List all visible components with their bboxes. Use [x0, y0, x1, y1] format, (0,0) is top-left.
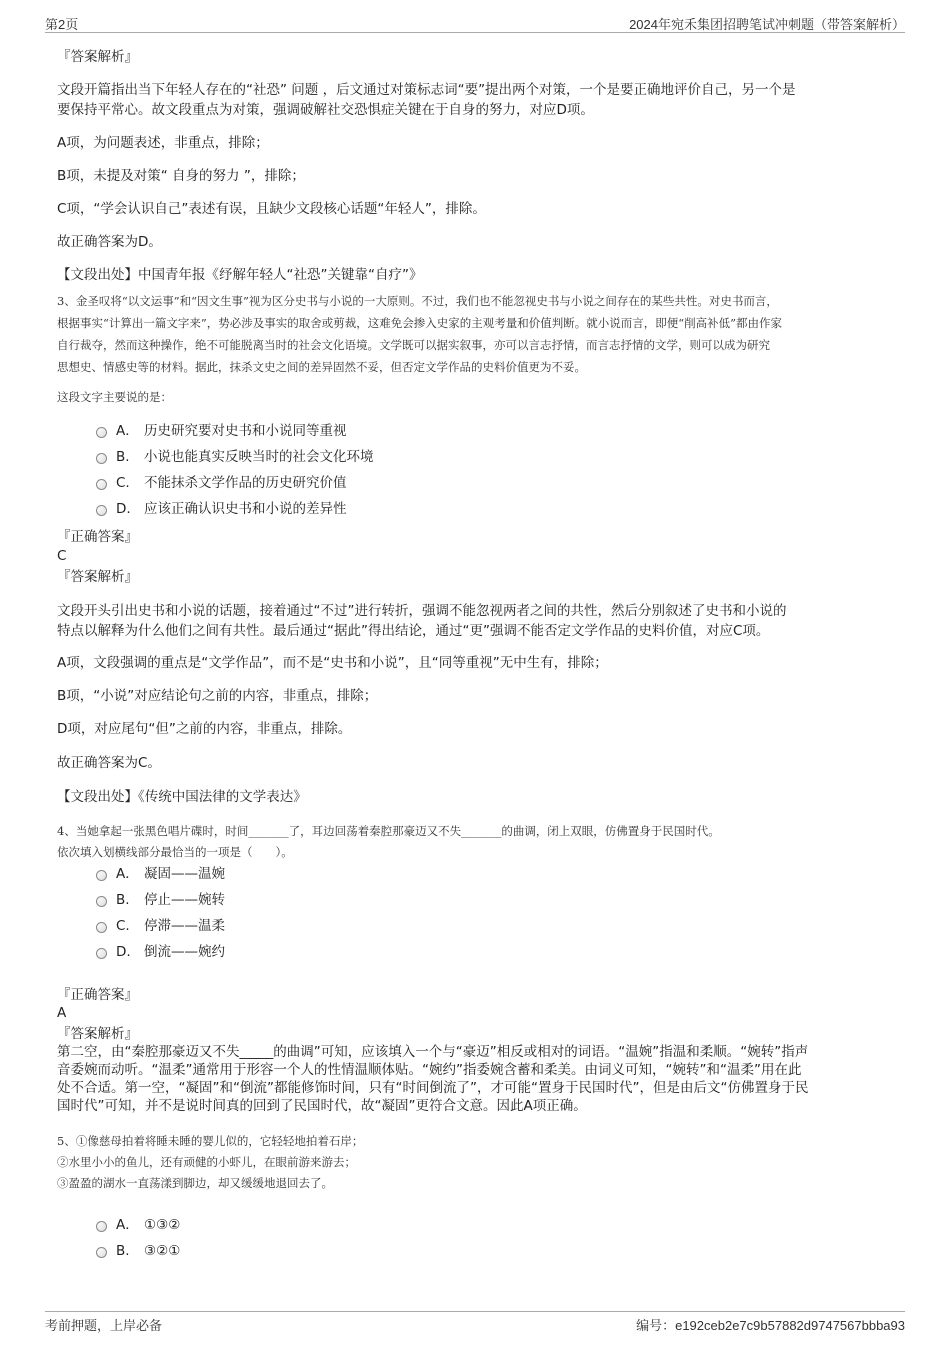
- radio-icon[interactable]: [96, 1247, 107, 1258]
- radio-icon[interactable]: [96, 948, 107, 959]
- q2-analysis-line-2: 要保持平常心。故文段重点为对策，强调破解社交恐惧症关键在于自身的努力，对应D项。: [57, 102, 594, 118]
- q5-stem-line-2: ②水里小小的鱼儿，还有顽健的小虾儿，在眼前游来游去；: [57, 1155, 356, 1169]
- radio-icon[interactable]: [96, 896, 107, 907]
- q5-stem-line-3: ③盈盈的湖水一直荡漾到脚边，却又缓缓地退回去了。: [57, 1176, 333, 1190]
- serial-number: e192ceb2e7c9b57882d9747567bbba93: [675, 1318, 905, 1333]
- q5-option-b[interactable]: B. ③②①: [96, 1241, 180, 1261]
- q3-source: 【文段出处】《传统中国法律的文学表达》: [57, 789, 307, 805]
- q2-analysis-line-1: 文段开篇指出当下年轻人存在的“社恐” 问题 ，后文通过对策标志词“要”提出两个对策，一个是要正确地评价自己，另一个是: [57, 82, 796, 98]
- q4-stem: 4、当她拿起一张黑色唱片碟时，时间_______了，耳边回荡着秦腔那豪迈又不失_______的曲调，闭上双眼，仿佛置身于民国时代。: [57, 824, 720, 838]
- q2-option-a-note: A项，为问题表述，非重点，排除；: [57, 135, 269, 151]
- q3-stem-line-1: 3、金圣叹将“以文运事”和“因文生事”视为区分史书与小说的一大原则。不过，我们也不能忽视史书与小说之间存在的某些共性。对史书而言，: [57, 294, 778, 308]
- q4-answer-label: 『正确答案』: [57, 987, 138, 1003]
- radio-icon[interactable]: [96, 427, 107, 438]
- radio-icon[interactable]: [96, 922, 107, 933]
- q3-option-b-note: B项，“小说”对应结论句之前的内容，非重点，排除；: [57, 688, 378, 704]
- footer-slogan: 考前押题，上岸必备: [45, 1318, 163, 1333]
- q3-option-c[interactable]: C. 不能抹杀文学作品的历史研究价值: [96, 473, 347, 493]
- q3-option-a[interactable]: A． 历史研究要对史书和小说同等重视: [96, 421, 347, 441]
- q4-option-b[interactable]: B. 停止——婉转: [96, 890, 225, 910]
- q3-question: 这段文字主要说的是：: [57, 390, 172, 404]
- q4-option-d[interactable]: D. 倒流——婉约: [96, 942, 225, 962]
- q3-option-d-note: D项，对应尾句“但”之前的内容，非重点，排除。: [57, 721, 352, 737]
- q4-answer: A: [57, 1005, 67, 1021]
- q2-conclusion: 故正确答案为D。: [57, 234, 162, 250]
- q3-stem-line-2: 根据事实“计算出一篇文字来”，势必涉及事实的取舍或剪裁，这难免会掺入史家的主观考量和价值判断。就小说而言，即便“削高补低”都由作家: [57, 316, 783, 330]
- q3-answer: C: [57, 548, 67, 564]
- q4-analysis-line-1: 第二空，由“秦腔那豪迈又不失_____的曲调”可知，应该填入一个与“豪迈”相反或相对的词语。“温婉”指温和柔顺。“婉转”指声: [57, 1044, 809, 1060]
- q5-stem-line-1: 5、①像慈母拍着将睡未睡的婴儿似的，它轻轻地拍着石岸；: [57, 1134, 364, 1148]
- q4-analysis-line-2: 音委婉而动听。“温柔”通常用于形容一个人的性情温顺体贴。“婉约”指委婉含蓄和柔美。由词义可知，“婉转”和“温柔”用在此: [57, 1062, 802, 1078]
- q3-stem-line-4: 思想史、情感史等的材料。据此，抹杀文史之间的差异固然不妥，但否定文学作品的史料价值更为不妥。: [57, 360, 586, 374]
- q3-analysis-line-2: 特点以解释为什么他们之间有共性。最后通过“据此”得出结论，通过“更”强调不能否定文学作品的史料价值，对应C项。: [57, 623, 770, 639]
- q3-conclusion: 故正确答案为C。: [57, 755, 161, 771]
- q3-option-a-note: A项，文段强调的重点是“文学作品”，而不是“史书和小说”，且“同等重视”无中生有，排除；: [57, 655, 608, 671]
- footer-serial: 编号：e192ceb2e7c9b57882d9747567bbba93: [636, 1318, 905, 1333]
- radio-icon[interactable]: [96, 453, 107, 464]
- q4-option-c[interactable]: C. 停滞——温柔: [96, 916, 225, 936]
- q5-option-a[interactable]: A． ①③②: [96, 1215, 180, 1235]
- q4-option-a[interactable]: A． 凝固——温婉: [96, 864, 225, 884]
- page-footer: [45, 1311, 905, 1332]
- q4-question: 依次填入划横线部分最恰当的一项是（ ）。: [57, 845, 293, 859]
- q4-analysis-line-3: 处不合适。第一空，“凝固”和“倒流”都能修饰时间，只有“时间倒流了”，才可能“置身于民国时代”，但是由后文“仿佛置身于民: [57, 1080, 809, 1096]
- q2-source: 【文段出处】中国青年报《纾解年轻人“社恐”关键靠“自疗”》: [57, 267, 423, 283]
- q2-analysis-label: 『答案解析』: [57, 49, 138, 65]
- radio-icon[interactable]: [96, 1221, 107, 1232]
- q4-analysis-line-4: 国时代”可知，并不是说时间真的回到了民国时代，故“凝固”更符合文意。因此A项正确。: [57, 1098, 587, 1114]
- q3-option-b[interactable]: B. 小说也能真实反映当时的社会文化环境: [96, 447, 374, 467]
- q3-stem-line-3: 自行裁夺，然而这种操作，绝不可能脱离当时的社会文化语境。文学既可以据实叙事，亦可以言志抒情，而言志抒情的文学，则可以成为研究: [57, 338, 770, 352]
- q3-answer-label: 『正确答案』: [57, 529, 138, 545]
- q3-analysis-label: 『答案解析』: [57, 569, 138, 585]
- radio-icon[interactable]: [96, 870, 107, 881]
- page-header: [45, 12, 905, 33]
- document-title: 2024年宛禾集团招聘笔试冲刺题（带答案解析）: [629, 17, 905, 32]
- q3-analysis-line-1: 文段开头引出史书和小说的话题，接着通过“不过”进行转折，强调不能忽视两者之间的共性，然后分别叙述了史书和小说的: [57, 603, 787, 619]
- radio-icon[interactable]: [96, 505, 107, 516]
- q2-option-b-note: B项，未提及对策“ 自身的努力 ”，排除；: [57, 168, 305, 184]
- q4-analysis-label: 『答案解析』: [57, 1026, 138, 1042]
- q2-option-c-note: C项，“学会认识自己”表述有误，且缺少文段核心话题“年轻人”，排除。: [57, 201, 486, 217]
- radio-icon[interactable]: [96, 479, 107, 490]
- q3-option-d[interactable]: D. 应该正确认识史书和小说的差异性: [96, 499, 347, 519]
- page-number: 第2页: [45, 17, 79, 32]
